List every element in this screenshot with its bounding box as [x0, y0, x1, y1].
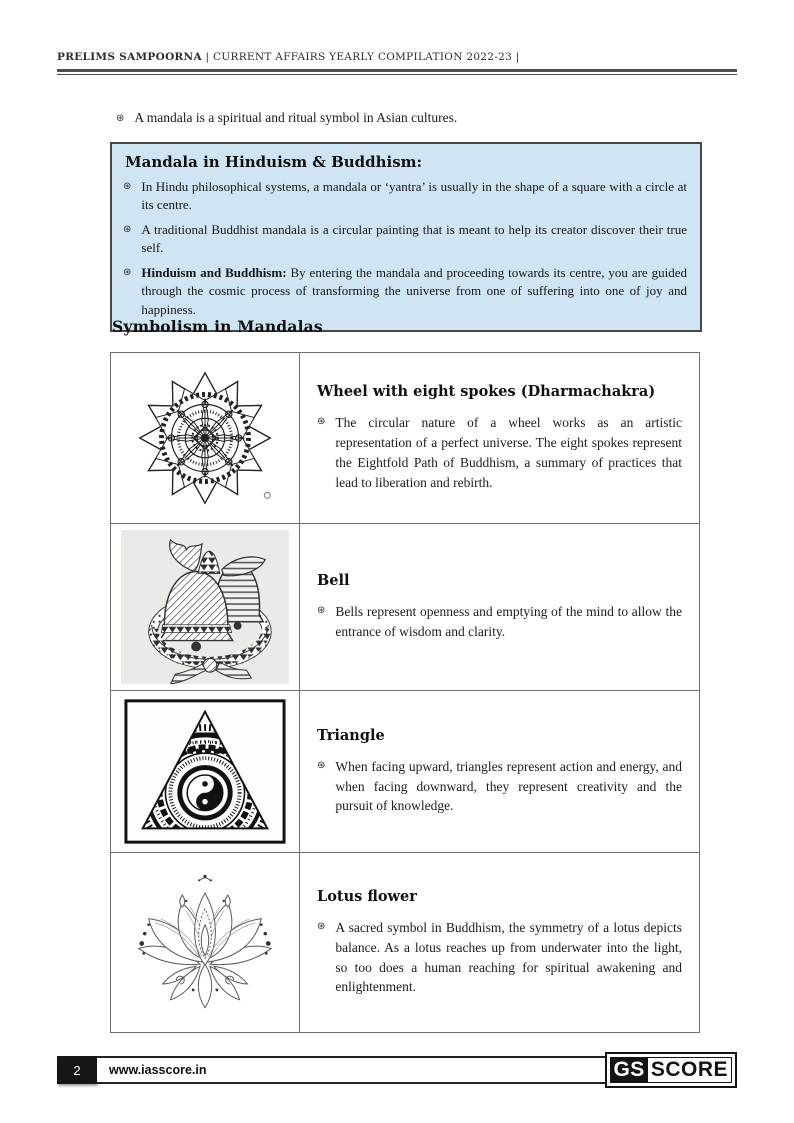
table-cell-text [300, 853, 699, 1032]
gsscore-logo [605, 1052, 737, 1088]
symbol-title: Wheel with eight spokes (Dharmachakra) [317, 383, 656, 401]
info-bullet-text: A traditional Buddhist mandala is a circular painting that is meant to help its creator discover their true self. [141, 221, 687, 256]
table-row-bell [111, 524, 699, 691]
info-box-mandala [110, 142, 702, 332]
bullet-icon: ⊛ [116, 113, 125, 124]
info-bullet [123, 178, 687, 215]
mandala-wheel-image [111, 353, 300, 523]
table-row-lotus [111, 853, 699, 1032]
section-heading: Symbolism in Mandalas [112, 317, 323, 336]
bullet-icon: ⊛ [317, 920, 326, 932]
info-bullet [123, 264, 687, 319]
symbol-bullet [317, 757, 682, 817]
lotus-image [111, 853, 300, 1032]
logo-score: SCORE [648, 1057, 732, 1083]
info-bullet-text: Hinduism and Buddhism: By entering the mandala and proceeding towards its centre, you are guided through the cosmic process of transforming the universe from one of suffering into one of joy and happiness. [141, 264, 687, 317]
symbol-bullet [317, 413, 682, 492]
info-box-title: Mandala in Hinduism & Buddhism: [125, 153, 423, 171]
bells-image [111, 524, 300, 690]
table-cell-text [300, 353, 699, 523]
table-row-wheel [111, 353, 699, 524]
symbol-text: The circular nature of a wheel works as an artistic representation of a perfect universe. The eight spokes represent the Eightfold Path of Buddhism, a summary of practices that lead to liberation and rebirth. [335, 415, 682, 490]
page-number: 2 [57, 1056, 97, 1084]
symbol-title: Bell [317, 572, 350, 590]
info-bullet [123, 221, 687, 258]
symbol-text: When facing upward, triangles represent action and energy, and when facing downward, they represent creativity and the pursuit of knowledge. [335, 758, 682, 814]
zentangle-bells-drawing [121, 530, 289, 684]
bullet-icon: ⊛ [317, 416, 326, 428]
info-bullet-text: In Hindu philosophical systems, a mandala or ‘yantra’ is usually in the shape of a square with a circle at its centre. [141, 179, 687, 213]
header-title: | CURRENT AFFAIRS YEARLY COMPILATION 2022-23 | [201, 51, 520, 63]
footer-website: www.iasscore.in [97, 1056, 737, 1084]
symbol-title: Triangle [317, 726, 385, 744]
page-header [57, 51, 737, 63]
symbol-title: Lotus flower [317, 887, 417, 905]
logo-gs: GS [610, 1057, 647, 1083]
mandala-wheel-drawing [121, 360, 289, 516]
table-cell-text [300, 524, 699, 690]
table-row-triangle [111, 691, 699, 853]
lotus-flower-drawing [121, 859, 289, 1027]
intro-bullet-text: A mandala is a spiritual and ritual symbol in Asian cultures. [134, 110, 458, 125]
bullet-icon: ⊛ [317, 759, 326, 771]
symbol-text: A sacred symbol in Buddhism, the symmetry of a lotus depicts balance. As a lotus reaches up from underwater into the light, so too does a human reaching for spiritual awakening and enlightenment. [335, 919, 682, 995]
bullet-icon: ⊛ [123, 223, 132, 235]
symbol-text: Bells represent openness and emptying of the mind to allow the entrance of wisdom and clarity. [335, 604, 682, 639]
bullet-icon: ⊛ [123, 181, 132, 192]
bullet-icon: ⊛ [123, 266, 132, 278]
triangle-image [111, 691, 300, 852]
symbol-bullet [317, 918, 682, 997]
table-cell-text [300, 691, 699, 852]
symbol-bullet [317, 602, 682, 642]
bullet-icon: ⊛ [317, 605, 326, 617]
header-brand: PRELIMS SAMPOORNA [57, 51, 202, 63]
triangle-yin-yang-drawing [121, 697, 289, 847]
symbolism-table [110, 352, 700, 1033]
header-divider [57, 69, 737, 75]
intro-bullet [116, 110, 676, 126]
